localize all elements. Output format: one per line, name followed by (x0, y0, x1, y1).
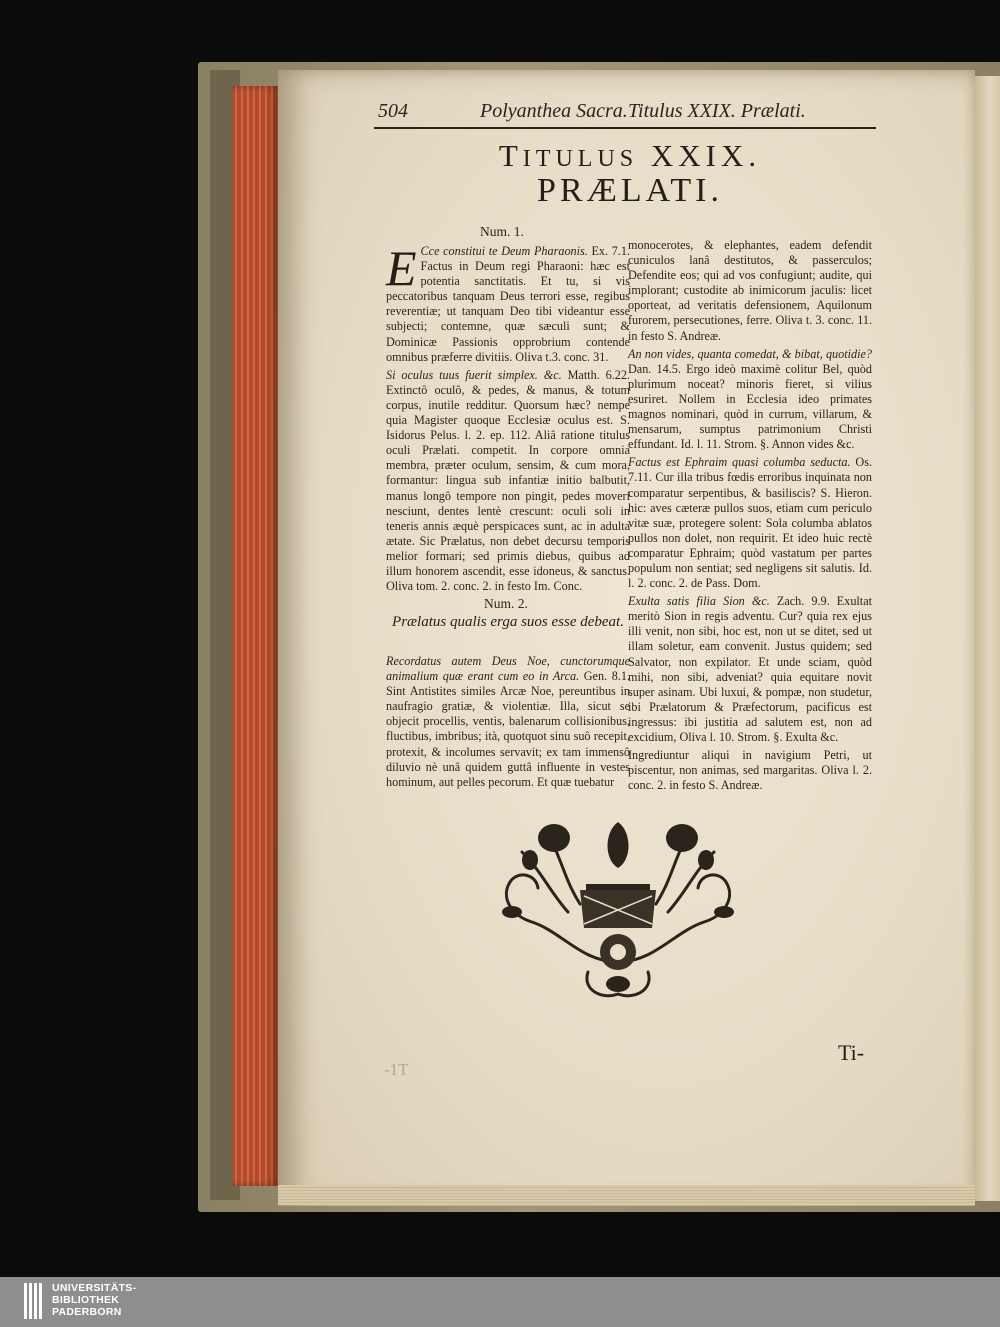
paragraph-text: Dan. 14.5. Ergo ideò maximè colitur Bel, quòd plurimum noceat? minoris fieret, si vilius esuriret. Nollem in Ecclesia ideo primates magnos nominari, quòd in currum, villarum, & mensarum, sumptus patrimonium Christi effundant. Id. l. 11. Strom. §. Annon vides &c. (628, 361, 872, 452)
paragraph-text: monocerotes, & elephantes, eadem defendit cuniculos lanâ destitutos, & passerculos; Defendite eos; qui ad vos confugiunt; audite, qui implorant; custodite ab inimicorum jaculis: licet oporteat, ad veritatis defensionem, Aquilonum furorem, persecutiones, ferre. Oliva t. 3. conc. 11. in festo S. Andreæ. (628, 238, 872, 343)
red-page-edges (233, 86, 279, 1186)
paragraph-text: Matth. 6.22. Extinctô oculô, & pedes, & manus, & totum corpus, inutile redditur. Quorsum hæc? nempe quia Magister quoque Ecclesiæ oculus est. S. Isidorus Pelus. l. 2. ep. 112. Aliâ ratione titulus oculi Prælati. competit. In corpore omnia membra, præter oculum, sensim, & cum mora, formantur: lingua sub infantiæ initio balbutit, manus longô tempore non pingit, pedes moveri nesciunt, dentes lentè crescunt: oculi soli in teneris annis æquè perspicaces sunt, ac in adulta ætate. Sic Prælatus, non debet decursu temporis melior formari; sed primis diebus, quibus ad illum honorem ascendit, esse idoneus, & sanctus. Oliva tom. 2. conc. 2. in festo Im. Conc. (386, 367, 630, 594)
chapter-subject: PRÆLATI. (537, 172, 723, 209)
running-head-title: Titulus XXIX. Prælati. (628, 100, 806, 122)
paragraph-text: Zach. 9.9. Exultat meritò Sion in regis adventu. Cur? quia rex ejus illi venit, non sibi, hoc est, non ut se ditet, sed ut illam soletur, eam convenit. Justus quidem; sed Salvator, non expilator. Et unde sciam, quòd mihi, non sibi, adveniat? quia equitare novit super asinam. Ubi luxui, & pompæ, non studetur, ibi Prælatorum & Præfectorum, pacificus est ingressus: ibi justitia ad salutem est, non ad excidium, Oliva l. 10. Strom. §. Exulta &c. (628, 594, 872, 744)
scripture-quote: An non vides, quanta comedat, & bibat, quotidie? (628, 346, 872, 361)
page-stack-bottom (278, 1185, 975, 1205)
paragraph-text: Ingrediuntur aliqui in navigium Petri, ut piscentur, non animas, sed margaritas. Oliva l. 2. conc. 2. in festo S. Andreæ. (628, 748, 872, 793)
page-number: 504 (378, 100, 408, 122)
scripture-quote: Factus est Ephraim quasi columba seducta. (628, 455, 851, 470)
scripture-quote: Exulta satis filia Sion &c. (628, 594, 770, 609)
paragraph (628, 594, 872, 745)
paragraph (628, 748, 872, 793)
chapter-title (380, 138, 880, 174)
paragraph (386, 654, 630, 790)
header-rule (374, 127, 876, 129)
section-num-2: Num. 2. (484, 596, 528, 611)
scripture-quote: Cce constitui te Deum Pharaonis. (420, 244, 588, 258)
paragraph (386, 368, 630, 594)
section-subheading: Prælatus qualis erga suos esse debeat. (392, 614, 624, 630)
library-name-line2: BIBLIOTHEK (52, 1294, 120, 1306)
scripture-quote: Recordatus autem Deus Noe, cunctorumque animalium quæ erant cum eo in Arca. (386, 654, 630, 684)
paragraph-text: Gen. 8.1. Sint Antistites similes Arcæ Noe, pereuntibus in naufragio gratiæ, & violentiæ. Illa, sicut se objecit procellis, ventis, balenarum collisionibus, fluctibus, imbribus; ità, quotquot sinu suô recepit, protexit, & incolumes servavit; ex tam immensô diluvio nè unâ quidem guttâ influente in vestes hominum, aut pelles pecorum. Et quæ tuebatur (386, 669, 630, 789)
paragraph (628, 347, 872, 453)
right-column-text (628, 238, 872, 796)
show-through-text: -1T (384, 1060, 409, 1079)
title-initial: T (498, 138, 523, 173)
scripture-quote: Si oculus tuus fuerit simplex. &c. (386, 367, 562, 382)
paragraph (628, 455, 872, 591)
left-column-text-2 (386, 654, 630, 793)
running-head-book: Polyanthea Sacra. (480, 100, 628, 122)
drop-cap: E (386, 240, 417, 296)
paragraph-text: Ex. 7.1. Factus in Deum regi Pharaoni: hæc est potentia sanctitatis. Et tu, si vis peccatoribus tanquam Deus terrori esse, regibus reverentiæ; ut tanquam Deo tibi videantur esse subjecti; contemne, quæ sæculi sunt; & Dominicæ Passionis opprobrium contende omnibus præferre divitiis. Oliva t.3. conc. 31. (386, 244, 630, 364)
facing-page-edge (975, 76, 1000, 1201)
paragraph (386, 240, 630, 365)
paragraph (628, 238, 872, 344)
library-logo-icon (24, 1281, 42, 1321)
section-num-1: Num. 1. (480, 224, 524, 239)
catchword: Ti- (838, 1040, 865, 1065)
left-column-text-1 (386, 240, 630, 597)
paragraph-text: Os. 7.11. Cur illa tribus fœdis erroribus inquinata non comparatur serpentibus, & basiliscis? S. Hieron. hic: aves cæteræ pullos suos, etiam cum periculo vitæ suæ, protegere solent: Sola columba ablatos pullos non dolet, non requirit. Et ideo huic rectè comparatur Ephraim; quòd vastatum per partes populum non sentiat; sed negligens sit salutis. Id. l. 2. conc. 2. de Pass. Dom. (628, 455, 873, 591)
library-footer (0, 1277, 1000, 1327)
title-numeral: XXIX. (650, 138, 762, 173)
library-name-line1: UNIVERSITÄTS- (52, 1282, 137, 1294)
title-word: ITULUS (522, 146, 639, 172)
woodcut-ornament (492, 812, 744, 1004)
library-name-line3: PADERBORN (52, 1306, 122, 1318)
